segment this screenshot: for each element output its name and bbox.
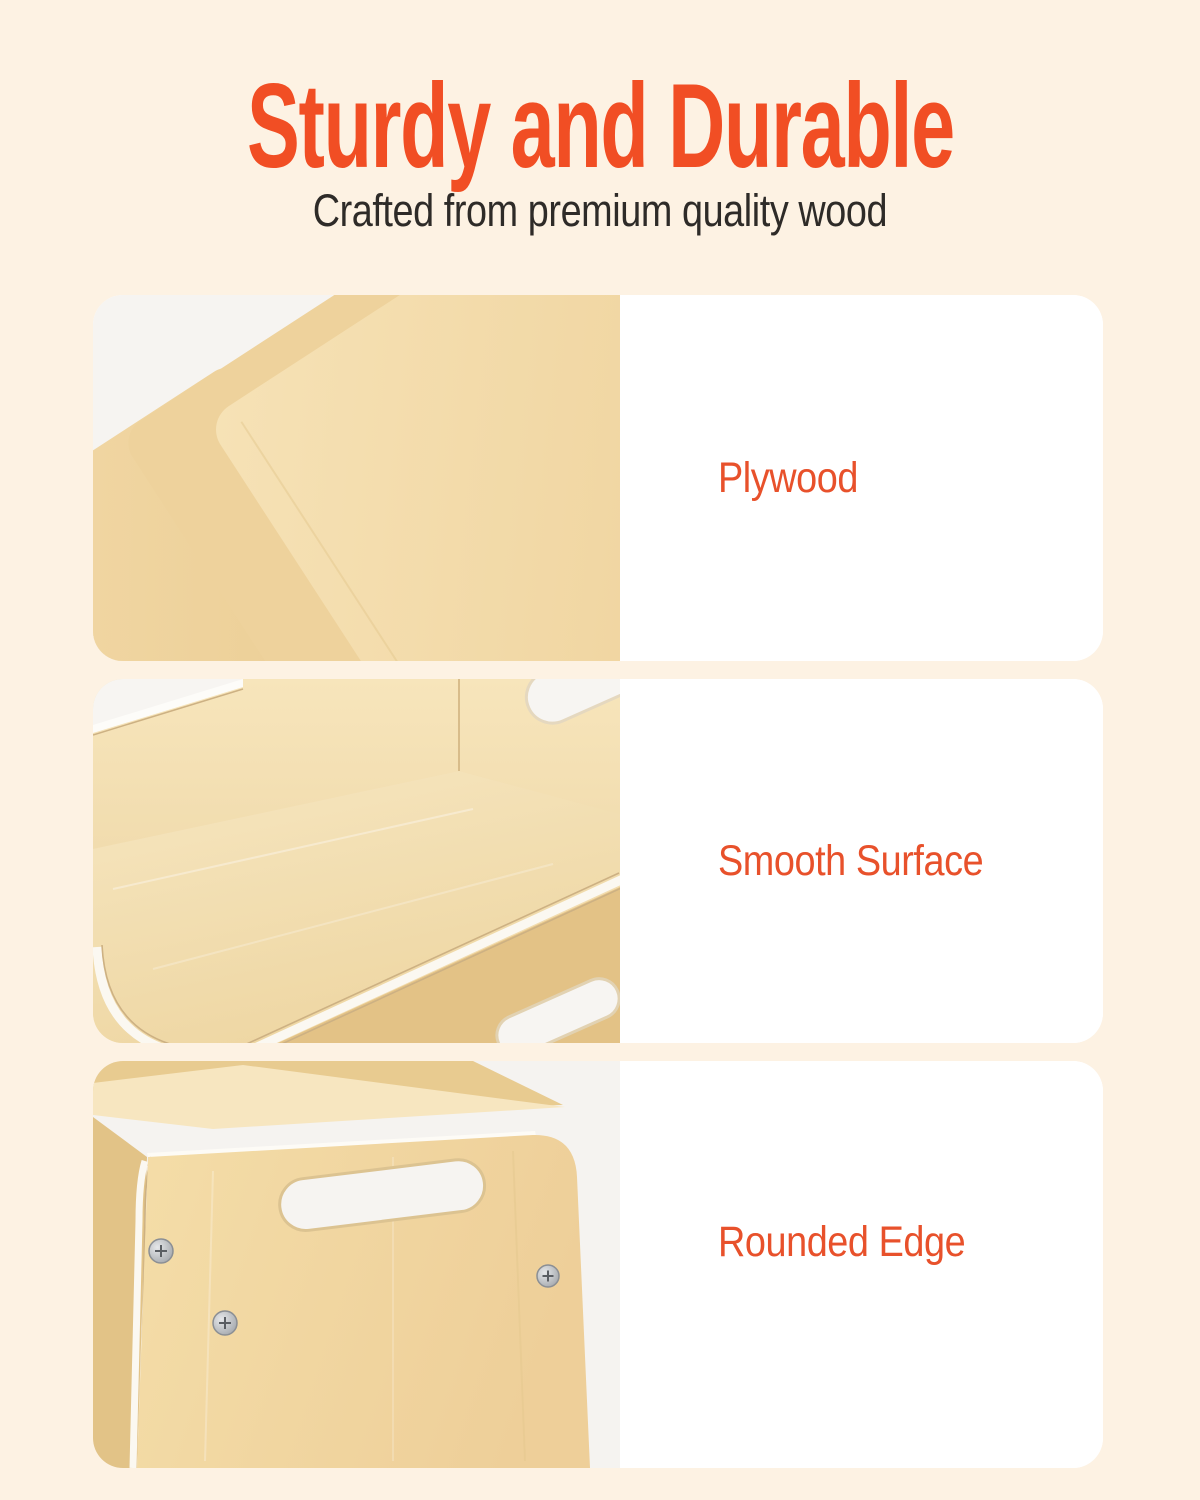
page-subtitle: Crafted from premium quality wood xyxy=(312,185,888,236)
plywood-boards-photo xyxy=(93,295,620,661)
feature-card-smooth-surface xyxy=(93,679,1103,1043)
feature-card-rounded-edge xyxy=(93,1061,1103,1468)
rounded-box-photo xyxy=(93,1061,620,1468)
screw xyxy=(537,1265,559,1287)
feature-label-rounded-edge: Rounded Edge xyxy=(718,1218,966,1266)
header xyxy=(0,59,1200,193)
desk-surface-photo xyxy=(93,679,620,1043)
page-title: Sturdy and Durable xyxy=(246,59,954,193)
feature-label-smooth-surface: Smooth Surface xyxy=(718,836,984,885)
screw xyxy=(149,1239,173,1263)
feature-label-area xyxy=(620,295,1103,661)
feature-label-plywood: Plywood xyxy=(718,453,858,502)
feature-label-area xyxy=(620,1061,1103,1468)
feature-label-area xyxy=(620,679,1103,1043)
screw xyxy=(213,1311,237,1335)
feature-card-plywood xyxy=(93,295,1103,661)
